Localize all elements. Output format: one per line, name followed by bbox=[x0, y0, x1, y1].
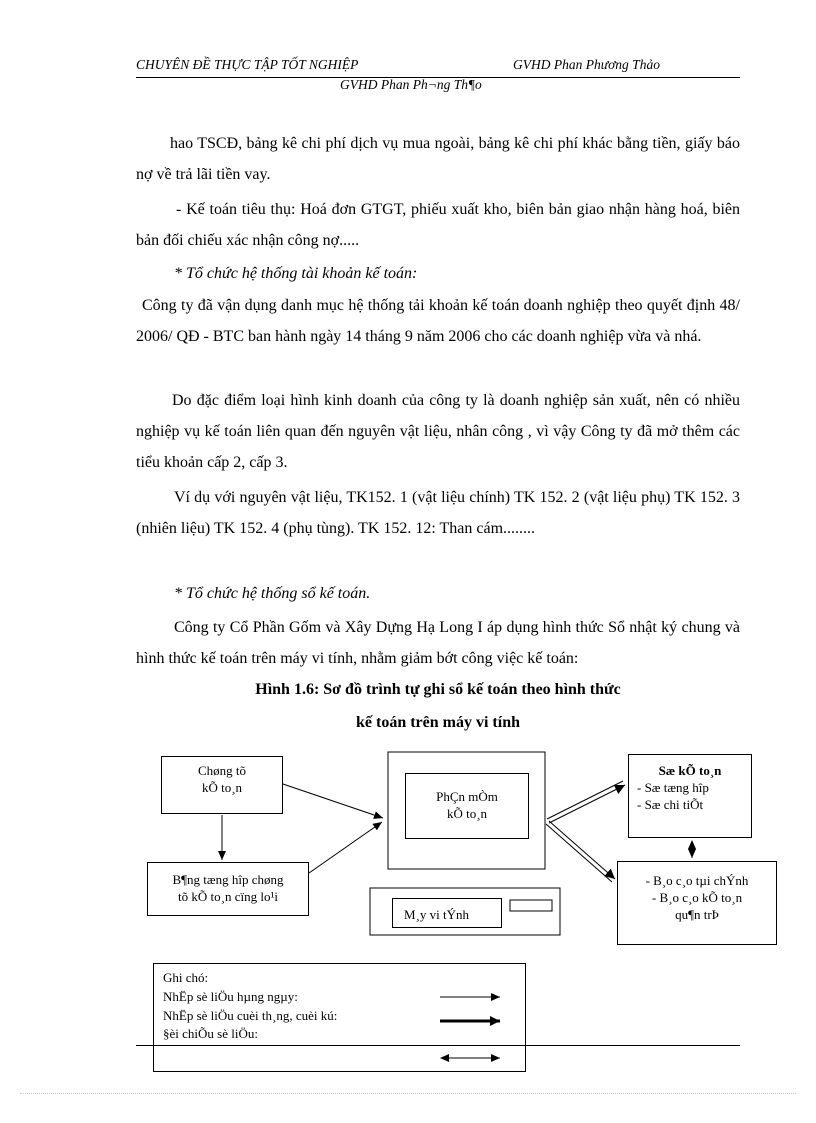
heading-account-system: * Tổ chức hệ thống tài khoản kế toán: bbox=[174, 265, 418, 282]
page-bottom-dotted-line bbox=[20, 1093, 796, 1094]
legend-monthly-input: NhËp sè liÖu cuèi th¸ng, cuèi kú: bbox=[163, 1008, 338, 1023]
box-so-ke-toan-item1: - Sæ tæng hîp bbox=[637, 780, 709, 795]
box-so-ke-toan bbox=[628, 754, 752, 838]
figure-title-line-1: Hình 1.6: Sơ đồ trình tự ghi sổ kế toán theo hình thức bbox=[255, 681, 621, 698]
box-so-ke-toan-title: Sæ kÕ to¸n bbox=[658, 763, 722, 778]
box-phan-mem-line2: kÕ to¸n bbox=[446, 806, 488, 821]
arrow-phanmem-to-baocao-b bbox=[549, 821, 615, 879]
box-bang-tong-hop-line2: tõ kÕ to¸n cïng lo¹i bbox=[178, 889, 278, 904]
arrow-chungtu-to-phanmem bbox=[283, 784, 383, 818]
header-advisor: GVHD Phan Phương Thảo bbox=[513, 57, 660, 72]
paragraph-6: Công ty Cổ Phần Gốm và Xây Dựng Hạ Long I áp dụng hình thức Sổ nhật ký chung và hình thức kế toán trên máy vi tính, nhằm giảm bớt công việc kế toán: bbox=[136, 619, 740, 667]
paragraph-5: Ví dụ với nguyên vật liệu, TK152. 1 (vật liệu chính) TK 152. 2 (vật liệu phụ) TK 152. 3 (nhiên liệu) TK 152. 4 (phụ tùng). TK 152. 12: Than cám........ bbox=[136, 489, 740, 537]
box-may-vi-tinh bbox=[392, 898, 502, 928]
box-bao-cao-line2: - B¸o c¸o kÕ to¸n bbox=[651, 890, 743, 905]
paragraph-1: hao TSCĐ, bảng kê chi phí dịch vụ mua ngoài, bảng kê chi phí khác bằng tiền, giấy báo nợ về trả lãi tiền vay. bbox=[136, 135, 740, 183]
figure-title-line-2: kế toán trên máy vi tính bbox=[356, 714, 520, 731]
arrow-phanmem-to-sokt-b bbox=[549, 785, 625, 823]
box-bao-cao-line1: - B¸o c¸o tµi chÝnh bbox=[645, 873, 749, 888]
box-chung-tu-line2: kÕ to¸n bbox=[201, 780, 243, 795]
box-so-ke-toan-item2: - Sæ chi tiÕt bbox=[637, 797, 704, 812]
box-may-vi-tinh-label: M¸y vi tÝnh bbox=[404, 907, 469, 922]
legend-compare: §èi chiÕu sè liÖu: bbox=[163, 1026, 258, 1041]
legend-daily-input: NhËp sè liÖu hµng ngµy: bbox=[163, 989, 298, 1004]
header-advisor-garbled: GVHD Phan Ph¬ng Th¶o bbox=[340, 77, 482, 92]
arrow-bangtonghop-to-phanmem bbox=[309, 822, 382, 873]
drive-slot bbox=[510, 900, 552, 911]
arrow-phanmem-to-baocao-a bbox=[546, 824, 612, 882]
paragraph-4: Do đặc điểm loại hình kinh doanh của công ty là doanh nghiệp sản xuất, nên có nhiều nghiệp vụ kế toán liên quan đến nguyên vật liệu, nhân công , vì vậy Công ty đã mở thêm các tiểu khoản cấp 2, cấp 3. bbox=[136, 392, 740, 471]
box-chung-tu bbox=[161, 756, 283, 814]
paragraph-2: - Kế toán tiêu thụ: Hoá đơn GTGT, phiếu xuất kho, biên bản giao nhận hàng hoá, biên bản đối chiếu xác nhận công nợ..... bbox=[136, 201, 740, 249]
footer-divider bbox=[136, 1045, 740, 1046]
box-phan-mem bbox=[405, 773, 529, 839]
arrow-phanmem-to-sokt-a bbox=[547, 781, 623, 819]
paragraph-3: Công ty đã vận dụng danh mục hệ thống tải khoản kế toán doanh nghiệp theo quyết định 48/ 2006/ QĐ - BTC ban hành ngày 14 tháng 9 năm 2006 cho các doanh nghiệp vừa và nhá. bbox=[136, 297, 740, 345]
heading-book-system: * Tổ chức hệ thống sổ kế toán. bbox=[174, 585, 371, 602]
legend-title: Ghi chó: bbox=[163, 970, 209, 985]
box-bang-tong-hop-line1: B¶ng tæng hîp chøng bbox=[172, 872, 284, 887]
box-chung-tu-line1: Chøng tõ bbox=[197, 763, 247, 778]
box-bang-tong-hop bbox=[147, 862, 309, 916]
header-title: CHUYÊN ĐỀ THỰC TẬP TỐT NGHIỆP bbox=[136, 57, 359, 72]
box-phan-mem-line1: PhÇn mÒm bbox=[436, 789, 498, 804]
box-bao-cao bbox=[617, 861, 777, 945]
box-bao-cao-line3: qu¶n trÞ bbox=[675, 907, 719, 922]
